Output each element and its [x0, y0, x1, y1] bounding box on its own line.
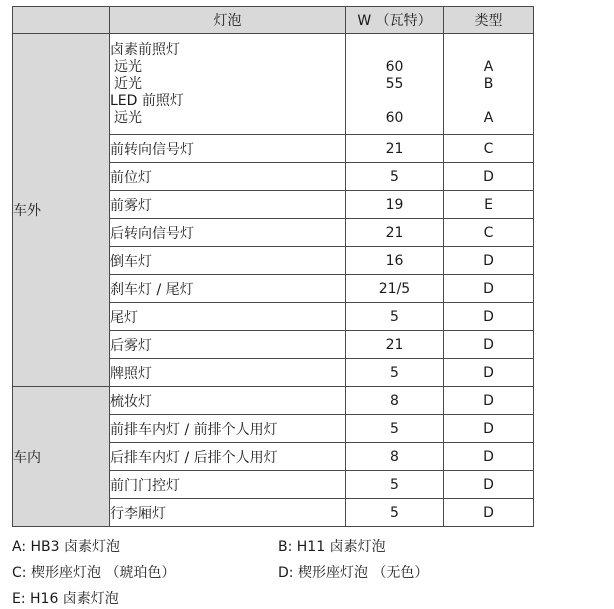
watt-value: 16	[346, 247, 444, 275]
bulb-line: 卤素前照灯	[110, 41, 180, 58]
watt-value: 5	[346, 359, 444, 387]
table-row	[13, 34, 534, 135]
bulb-name: 后转向信号灯	[110, 219, 346, 247]
watt-value: 5	[346, 499, 444, 527]
bulb-name: 倒车灯	[110, 247, 346, 275]
type-value: D	[444, 275, 534, 303]
bulb-line: 远光	[114, 109, 142, 126]
type-value: D	[444, 359, 534, 387]
type-value: C	[444, 219, 534, 247]
type-line	[444, 93, 533, 110]
bulb-name: 前位灯	[110, 163, 346, 191]
legend-item-a: A: HB3 卤素灯泡	[12, 539, 120, 555]
watt-value: 5	[346, 163, 444, 191]
bulb-name: 前雾灯	[110, 191, 346, 219]
watt-value: 5	[346, 415, 444, 443]
legend-item-d: D: 楔形座灯泡 （无色）	[278, 565, 429, 581]
watt-value: 21	[346, 331, 444, 359]
type-value: D	[444, 163, 534, 191]
header-watt: W （瓦特）	[346, 7, 444, 34]
type-value	[444, 34, 534, 135]
watt-value: 21	[346, 135, 444, 163]
bulb-name: 前排车内灯 / 前排个人用灯	[110, 415, 346, 443]
type-value: C	[444, 135, 534, 163]
watt-line: 60	[385, 58, 404, 75]
legend-item-e: E: H16 卤素灯泡	[12, 591, 119, 607]
type-value: D	[444, 303, 534, 331]
legend-item-c: C: 楔形座灯泡 （琥珀色）	[12, 565, 176, 581]
type-line: A	[483, 58, 494, 75]
table-header-row	[13, 7, 534, 34]
header-bulb: 灯泡	[110, 7, 346, 34]
bulb-name: 前门门控灯	[110, 471, 346, 499]
watt-value	[346, 34, 444, 135]
type-value: D	[444, 443, 534, 471]
legend-item-b: B: H11 卤素灯泡	[278, 539, 386, 555]
bulb-name	[110, 34, 346, 135]
watt-value: 19	[346, 191, 444, 219]
bulb-line: 远光	[114, 58, 142, 75]
bulb-line: 近光	[114, 75, 142, 92]
type-value: D	[444, 387, 534, 415]
bulb-name: 前转向信号灯	[110, 135, 346, 163]
header-group	[13, 7, 110, 34]
type-line: B	[483, 75, 494, 92]
watt-value: 8	[346, 443, 444, 471]
group-label-exterior: 车外	[13, 34, 110, 387]
header-type: 类型	[444, 7, 534, 34]
bulb-name: 行李厢灯	[110, 499, 346, 527]
watt-line	[346, 93, 443, 110]
watt-value: 5	[346, 471, 444, 499]
type-value: D	[444, 499, 534, 527]
bulb-name: 后雾灯	[110, 331, 346, 359]
watt-line: 55	[385, 75, 404, 92]
table-row	[13, 387, 534, 415]
bulb-name: 梳妆灯	[110, 387, 346, 415]
type-value: D	[444, 471, 534, 499]
bulb-name: 刹车灯 / 尾灯	[110, 275, 346, 303]
type-line: A	[483, 109, 494, 126]
type-line	[444, 42, 533, 59]
watt-line: 60	[385, 109, 404, 126]
group-label-interior: 车内	[13, 387, 110, 527]
watt-value: 5	[346, 303, 444, 331]
type-value: D	[444, 415, 534, 443]
watt-value: 21	[346, 219, 444, 247]
watt-value: 21/5	[346, 275, 444, 303]
type-value: E	[444, 191, 534, 219]
bulb-name: 牌照灯	[110, 359, 346, 387]
bulb-name: 后排车内灯 / 后排个人用灯	[110, 443, 346, 471]
bulb-name: 尾灯	[110, 303, 346, 331]
watt-line	[346, 42, 443, 59]
type-value: D	[444, 331, 534, 359]
type-value: D	[444, 247, 534, 275]
bulb-line: LED 前照灯	[110, 92, 184, 109]
watt-value: 8	[346, 387, 444, 415]
bulb-spec-table	[12, 6, 534, 527]
